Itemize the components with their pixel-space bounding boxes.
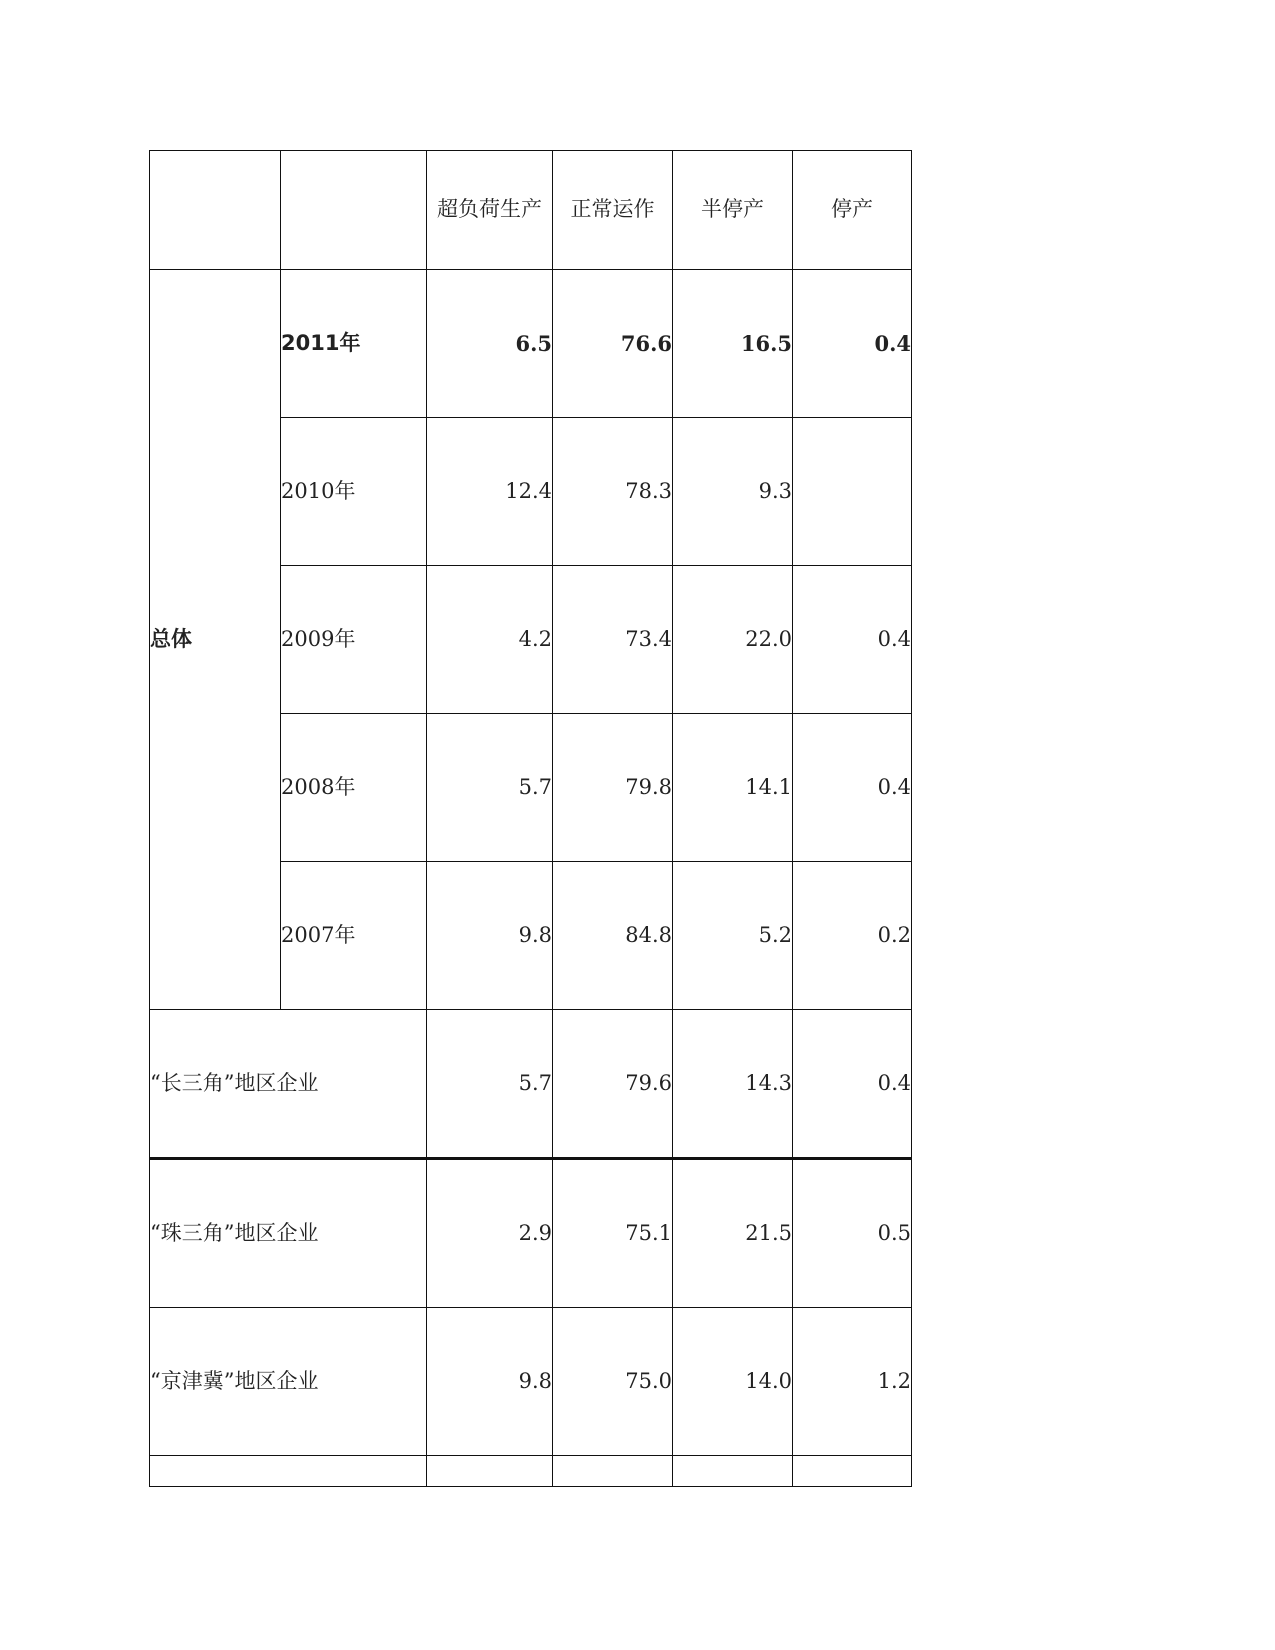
table-row: [150, 1159, 912, 1308]
year-cell: 2007年: [281, 862, 427, 1010]
table-row-empty: [150, 1456, 912, 1487]
empty-cell: [793, 1456, 912, 1487]
empty-cell: [673, 1456, 793, 1487]
value-cell: 9.3: [673, 418, 793, 566]
production-status-table: [149, 150, 912, 1487]
value-cell: 12.4: [427, 418, 553, 566]
value-cell: 84.8: [553, 862, 673, 1010]
table-row: [150, 1010, 912, 1159]
value-cell: 76.6: [553, 270, 673, 418]
column-header-stopped: 停产: [793, 151, 912, 270]
table-row: [150, 1308, 912, 1456]
value-cell: 16.5: [673, 270, 793, 418]
empty-cell: [427, 1456, 553, 1487]
value-cell: 22.0: [673, 566, 793, 714]
value-cell: 79.6: [553, 1010, 673, 1159]
value-cell: 1.2: [793, 1308, 912, 1456]
column-header-normal: 正常运作: [553, 151, 673, 270]
column-header-overload: 超负荷生产: [427, 151, 553, 270]
value-cell: 6.5: [427, 270, 553, 418]
table-row: [150, 270, 912, 418]
header-empty-cell: [150, 151, 281, 270]
value-cell: 0.4: [793, 714, 912, 862]
table-header-row: [150, 151, 912, 270]
value-cell: 14.0: [673, 1308, 793, 1456]
value-cell: 5.7: [427, 1010, 553, 1159]
value-cell: 14.1: [673, 714, 793, 862]
year-cell: 2010年: [281, 418, 427, 566]
value-cell: 14.3: [673, 1010, 793, 1159]
value-cell: 4.2: [427, 566, 553, 714]
header-empty-cell: [281, 151, 427, 270]
value-cell: 21.5: [673, 1159, 793, 1308]
value-cell: 5.7: [427, 714, 553, 862]
value-cell: 0.4: [793, 1010, 912, 1159]
value-cell: 75.0: [553, 1308, 673, 1456]
value-cell: 0.2: [793, 862, 912, 1010]
value-cell: 5.2: [673, 862, 793, 1010]
empty-cell: [553, 1456, 673, 1487]
region-label-cell: “珠三角”地区企业: [150, 1159, 427, 1308]
year-cell: 2009年: [281, 566, 427, 714]
value-cell: 9.8: [427, 1308, 553, 1456]
empty-cell: [150, 1456, 427, 1487]
value-cell: 73.4: [553, 566, 673, 714]
value-cell: 2.9: [427, 1159, 553, 1308]
region-label-cell: “长三角”地区企业: [150, 1010, 427, 1159]
value-cell: [793, 418, 912, 566]
value-cell: 78.3: [553, 418, 673, 566]
value-cell: 75.1: [553, 1159, 673, 1308]
year-cell: 2008年: [281, 714, 427, 862]
value-cell: 0.4: [793, 270, 912, 418]
value-cell: 0.4: [793, 566, 912, 714]
overall-group-label: 总体: [150, 270, 281, 1010]
value-cell: 9.8: [427, 862, 553, 1010]
value-cell: 0.5: [793, 1159, 912, 1308]
region-label-cell: “京津冀”地区企业: [150, 1308, 427, 1456]
value-cell: 79.8: [553, 714, 673, 862]
column-header-half-stop: 半停产: [673, 151, 793, 270]
year-cell: 2011年: [281, 270, 427, 418]
